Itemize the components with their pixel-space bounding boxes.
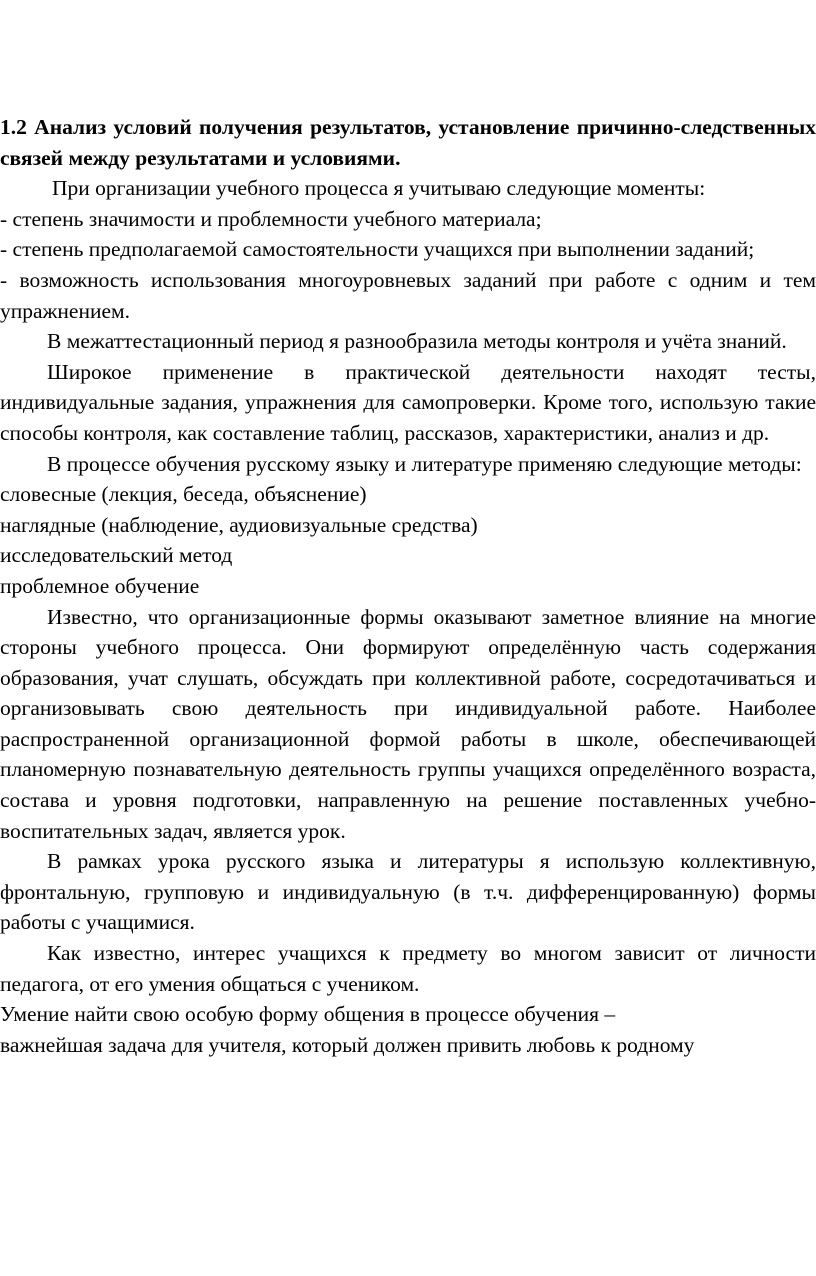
list-item-independence: - степень предполагаемой самостоятельности учащихся при выполнении заданий; xyxy=(0,237,755,262)
paragraph-intro: При организации учебного процесса я учитываю следующие моменты: xyxy=(52,176,706,201)
paragraph-lesson-forms: В рамках урока русского языка и литературы я использую коллективную, фронтальную, групповую и индивидуальную (в т.ч. дифференцированную) формы работы с учащимися. xyxy=(0,849,816,935)
paragraph-tests: Широкое применение в практической деятельности находят тесты, индивидуальные задания, упражнения для самопроверки. Кроме того, использую такие способы контроля, как составление таблиц, рассказов, характеристики, анализ и др. xyxy=(0,359,816,445)
paragraph-control-methods: В межаттестационный период я разнообразила методы контроля и учёта знаний. xyxy=(47,329,787,354)
paragraph-interest: Как известно, интерес учащихся к предмету во многом зависит от личности педагога, от его умения общаться с учеником. xyxy=(0,941,816,996)
list-item-multilevel: - возможность использования многоуровневых заданий при работе с одним и тем упражнением. xyxy=(0,267,816,323)
method-verbal: словесные (лекция, беседа, объяснение) xyxy=(0,482,367,507)
list-item-significance: - степень значимости и проблемности учебного материала; xyxy=(0,206,542,231)
method-research: исследовательский метод xyxy=(0,543,233,568)
paragraph-teaching-methods: В процессе обучения русскому языку и литературе применяю следующие методы: xyxy=(47,451,802,476)
document-page xyxy=(0,112,816,1060)
paragraph-organizational-forms: Известно, что организационные формы оказывают заметное влияние на многие стороны учебного процесса. Они формируют определённую часть содержания образования, учат слушать, обсуждать при коллективной работе, сосредотачиваться и организовывать свою деятельность при индивидуальной работе. Наиболее распространенной организационной формой работы в школе, обеспечивающей планомерную познавательную деятельность группы учащихся определённого возраста, состава и уровня подготовки, направленную на решение поставленных учебно-воспитательных задач, является урок. xyxy=(0,604,816,843)
method-problem: проблемное обучение xyxy=(0,573,200,598)
method-visual: наглядные (наблюдение, аудиовизуальные средства) xyxy=(0,512,478,537)
paragraph-task: важнейшая задача для учителя, который должен привить любовь к родному xyxy=(0,1032,695,1057)
section-heading: 1.2 Анализ условий получения результатов, установление причинно-следственных связей между результатами и условиями. xyxy=(0,115,816,170)
paragraph-communication: Умение найти свою особую форму общения в процессе обучения – xyxy=(0,1002,616,1027)
